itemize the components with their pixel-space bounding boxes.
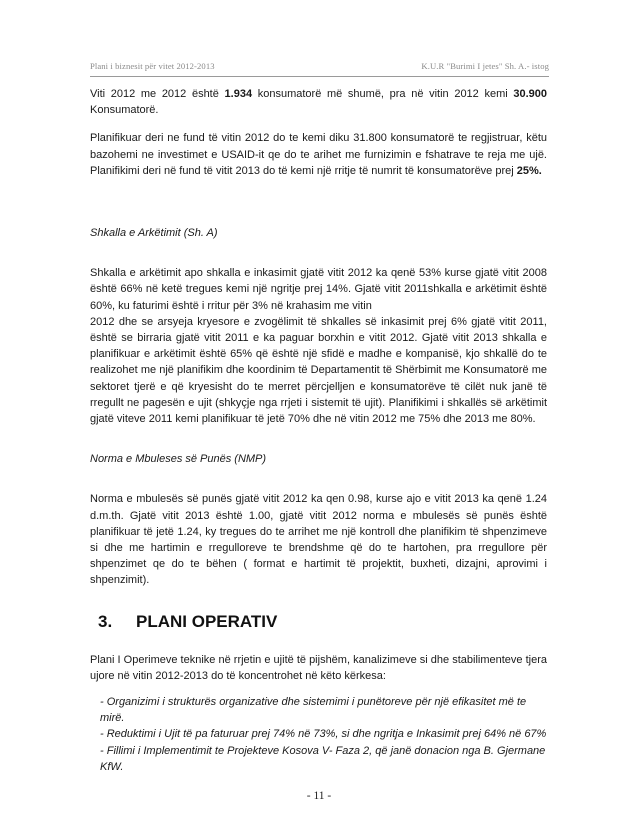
- list-item: - Fillimi i Implementimit te Projekteve Kosova V- Faza 2, që janë donacion nga B. Gjermane KfW.: [100, 744, 546, 773]
- page-content: [90, 86, 547, 775]
- header-right-text: K.U.R "Burimi I jetes" Sh. A.- istog: [421, 61, 549, 71]
- requirements-list: [90, 694, 547, 775]
- list-item: - Reduktimi i Ujit të pa faturuar prej 74% në 73%, si dhe ngritja e Inkasimit prej 64% në 67%: [100, 728, 547, 741]
- header-left-text: Plani i biznesit për vitet 2012-2013: [90, 61, 215, 71]
- page-header: [90, 61, 549, 73]
- text-run: Konsumatorë.: [90, 104, 159, 117]
- section-title-collection-rate: Shkalla e Arkëtimit (Sh. A): [90, 227, 218, 240]
- section-number: 3.: [98, 611, 113, 631]
- work-coverage-paragraph: Norma e mbulesës së punës gjatë vitit 2012 ka qen 0.98, kurse ajo e vitit 2013 ka qenë 1.24 d.m.th. Gjatë vitit 2013 është 1.00, gjatë vitit 2012 norma e mbulesës së punës është planifikuar të jetë 1.24, ky tregues do te arrihet me një kontroll dhe planifikim të shpenzimeve si dhe me hartimin e rregulloreve te brendshme që do te hartohen, pra rregullore për shpenzimet qe do te bëhen ( format e hartimit të projektit, buxheti, dizajni, aprovimi i shpenzimit).: [90, 493, 547, 587]
- growth-percent-value: 25%.: [516, 164, 542, 177]
- page-number: - 11 -: [306, 790, 332, 802]
- operations-intro-paragraph: Plani I Operimeve teknike në rrjetin e ujitë të pijshëm, kanalizimeve si dhe stabilimenteve tjera ujore në vitin 2012-2013 do të koncentrohet në këto kërkesa:: [90, 653, 547, 682]
- text-run: Planifikuar deri ne fund të vitin 2012 do te kemi diku 31.800 konsumatorë te regjistruar, këtu bazohemi ne investimet e USAID-it qe do te arihet me furnizimin e fshatrave te reja me ujë. Planifikimi deri në fund të vitit 2013 do të kemi një rritje të numrit të konsumatorëve prej: [90, 132, 547, 177]
- list-item: - Organizimi i strukturës organizative dhe sistemimi i punëtoreve për një efikasitet më te mirë.: [100, 696, 527, 725]
- planning-paragraph: [90, 130, 547, 179]
- total-consumers-value: 30.900: [513, 88, 548, 100]
- text-run: konsumatorë më shumë, pra në vitin 2012 kemi: [252, 88, 514, 100]
- collection-paragraph-part1: Shkalla e arkëtimit apo shkalla e inkasimit gjatë vitit 2012 ka qenë 53% kurse gjatë vitit 2008 është 66% në ketë tregues kemi një ngritje prej 14%. Gjatë vitit 2011shkalla e arkëtimit është 60%, ku faturimi është i rritur për 3% në krahasim me vitin: [90, 267, 547, 312]
- section-heading-operational-plan: [90, 612, 547, 632]
- collection-paragraph-part2: 2012 dhe se arsyeja kryesore e zvogëlimit të shkalles së inkasimit prej 6% gjatë vitit 2011, është se birraria gjatë vitit 2011 e ka paguar borxhin e vitit 2012. Gjatë vitit 2013 shkalla e planifikuar e arkëtimit është 65% që është një sfidë e madhe e kompanisë, kjo shkallë do te realizohet me një planifikim dhe koordinim të Departamentit të Shërbimit me Konsumatorë me sektoret tjerë e që kryesisht do te merret përcjelljen e konsumatorëve të cilët nuk janë të rregullt ne pagesën e ujit (shkyçje nga rrjeti i sistemit të ujit). Planifikimi i shkallës së arkëtimit gjatë viteve 2011 kemi planifikuar të jetë 70% dhe në vitin 2012 me 75% dhe 2013 me 80%.: [90, 315, 547, 426]
- text-run: Viti 2012 me 2012 është: [90, 88, 225, 100]
- section-heading-title: PLANI OPERATIV: [136, 611, 278, 631]
- consumer-increase-value: 1.934: [224, 88, 253, 100]
- header-divider: [90, 76, 549, 77]
- consumers-paragraph: [90, 86, 547, 118]
- section-title-work-coverage: Norma e Mbuleses së Punës (NMP): [90, 453, 267, 466]
